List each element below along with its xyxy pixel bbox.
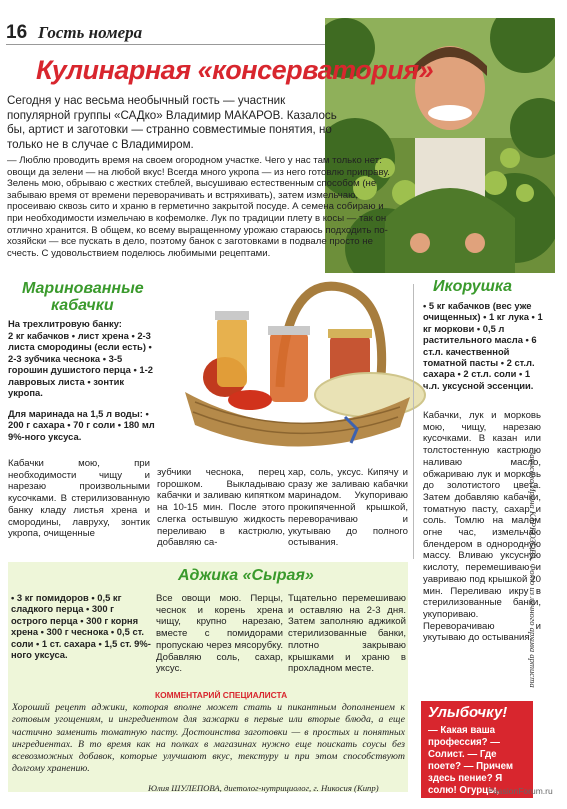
photo-credit: Записала Ирина КАРКОЗОВА. Фото из личного архива артиста xyxy=(528,450,538,688)
adjika-body-col2: Все овощи мою. Перцы, чеснок и корень хрена чищу, крупно нарезаю, вместе с помидорами пропускаю через мясорубку. Добавляю соль, сахар, уксус. xyxy=(156,593,283,675)
zucchini-ingredients: 2 кг кабачков • лист хрена • 2-3 листа смородины (если есть) • 2-3 зубчика чеснока • 3-5 горошин душистого перца • 1-2 лавровых листа • зонтик укропа. xyxy=(8,330,153,399)
zucchini-body-col1: Кабачки мою, при необходимости чищу и нарезаю произвольными кусочками. В стерилизованную банку кладу листья хрена и смородины, лавруху, зонтик укропа, очищенные xyxy=(8,458,150,540)
zucchini-body-col3: хар, соль, уксус. Кипячу и сразу же заливаю кабачки маринадом. Укупориваю прокипяченной крышкой, переворачиваю и укутываю до полного остывания. xyxy=(288,467,408,549)
column-divider xyxy=(413,284,414,559)
header-rule xyxy=(6,44,326,45)
headline: Кулинарная «консерватория» xyxy=(36,55,434,85)
adjika-title: Аджика «Сырая» xyxy=(178,567,314,584)
ikra-body: Кабачки, лук и морковь мою, чищу, нарезаю кусочками. В казан или толстостенную кастрюлю наливаю масло, обжариваю лук и морковь до золотистого цвета. Затем добавляю кабачки, томатную пасту, сахар и соль. Томлю на малом огне час, измельчаю блендером в однородную массу. Вливаю уксусную кислоту, перемешиваю и уавриваю под крышкой 20 мин. Переливаю икру в стерилизованные банки, укупориваю. Переворачиваю и укутываю до остывания. xyxy=(423,410,541,644)
ikra-title: Икорушка xyxy=(433,278,513,295)
expert-comment-heading: КОММЕНТАРИЙ СПЕЦИАЛИСТА xyxy=(155,690,288,700)
ikra-ingredients: • 5 кг кабачков (вес уже очищенных) • 1 кг лука • 1 кг моркови • 0,5 л растительного масла • 6 ст.л. качественной томатной пасты • 2 ст.л. сахара • 2 ст.л. соли • 1 ч.л. уксусной эссенции. xyxy=(423,300,543,391)
guest-quote: — Люблю проводить время на своем огородном участке. Чего у нас там только нет: овощи да зелени — на любой вкус! Всегда много укропа — из него готовлю приправу. Зелень мою, обрываю с жестких стеблей, высушиваю естественным способом (не забываю время от времени переворачивать и встряхивать), затем измельчаю, просеиваю сквозь сито и храню в герметично закрытой посуде. А семена собираю и при необходимости измельчаю в кофемолке. Лук по традиции плету в косы — так он отлично хранится. В общем, ко всему выращенному урожаю стараюсь подходить по-хозяйски — все пускать в дело, поэтому банок с заготовками в подвале просто не счесть. С удовольствием поделюсь любимыми рецептами. xyxy=(7,155,390,259)
zucchini-title-line1: Маринованные xyxy=(22,280,144,297)
zucchini-title-line2: кабачки xyxy=(51,297,114,314)
expert-comment: Хороший рецепт аджики, которая вполне может стать и пикантным дополнением к готовым угощениям, и ингредиентом для зажарки в первые или вторые блюда, а еще частично заменить томатную пасту. Достоинства заготовки — в простых и понятных ингредиентах. В то время как на полках в магазинах нужно еще поискать соусы без всевозможных добавок, которые улучшают вкус, текстуру и при этом способствуют долгому хранению. xyxy=(12,702,405,775)
intro-paragraph: Сегодня у нас весьма необычный гость — участник популярной группы «САДко» Владимир МАКАРОВ. Казалось бы, артист и заготовки — странно совместимые понятия, но только не в случае с Владимиром. xyxy=(7,94,337,151)
expert-signature: Юлия ШУЛЕПОВА, диетолог-нутрициолог, г. Никосия (Кипр) xyxy=(148,783,379,793)
watermark: PassionForum.ru xyxy=(488,786,553,796)
page-number: 16 xyxy=(6,22,28,43)
joke-title: Улыбочку! xyxy=(428,704,508,721)
adjika-body-col3: Тщательно перемешиваю и оставляю на 2-3 дня. Затем заполняю аджикой стерилизованные банки, плотно закрываю крышками и храню в прохладном месте. xyxy=(288,593,406,675)
zucchini-for-jar: На трехлитровую банку: xyxy=(8,318,122,329)
zucchini-body-col2: зубчики чеснока, перец горошком. Выкладываю кабачки и заливаю кипятком на 10-15 мин. После этого слегка остывшую жидкость переливаю в кастрюлю, добавляю са- xyxy=(157,467,285,549)
basket-photo xyxy=(155,277,435,462)
joke-text: — Какая ваша профессия? — Солист. — Где поете? — Причем здесь пение? Я солю! Огурцы, помидоры, капусту... xyxy=(428,725,529,808)
section-title: Гость номера xyxy=(38,23,143,42)
zucchini-marinade: Для маринада на 1,5 л воды: • 200 г сахара • 70 г соли • 180 мл 9%-ного уксуса. xyxy=(8,408,155,442)
adjika-ingredients: • 3 кг помидоров • 0,5 кг сладкого перца • 300 г острого перца • 300 г корня хрена • 300 г чеснока • 0,5 ст. соли • 1 ст. сахара • 1,5 ст. 9%-ного уксуса. xyxy=(11,592,151,661)
